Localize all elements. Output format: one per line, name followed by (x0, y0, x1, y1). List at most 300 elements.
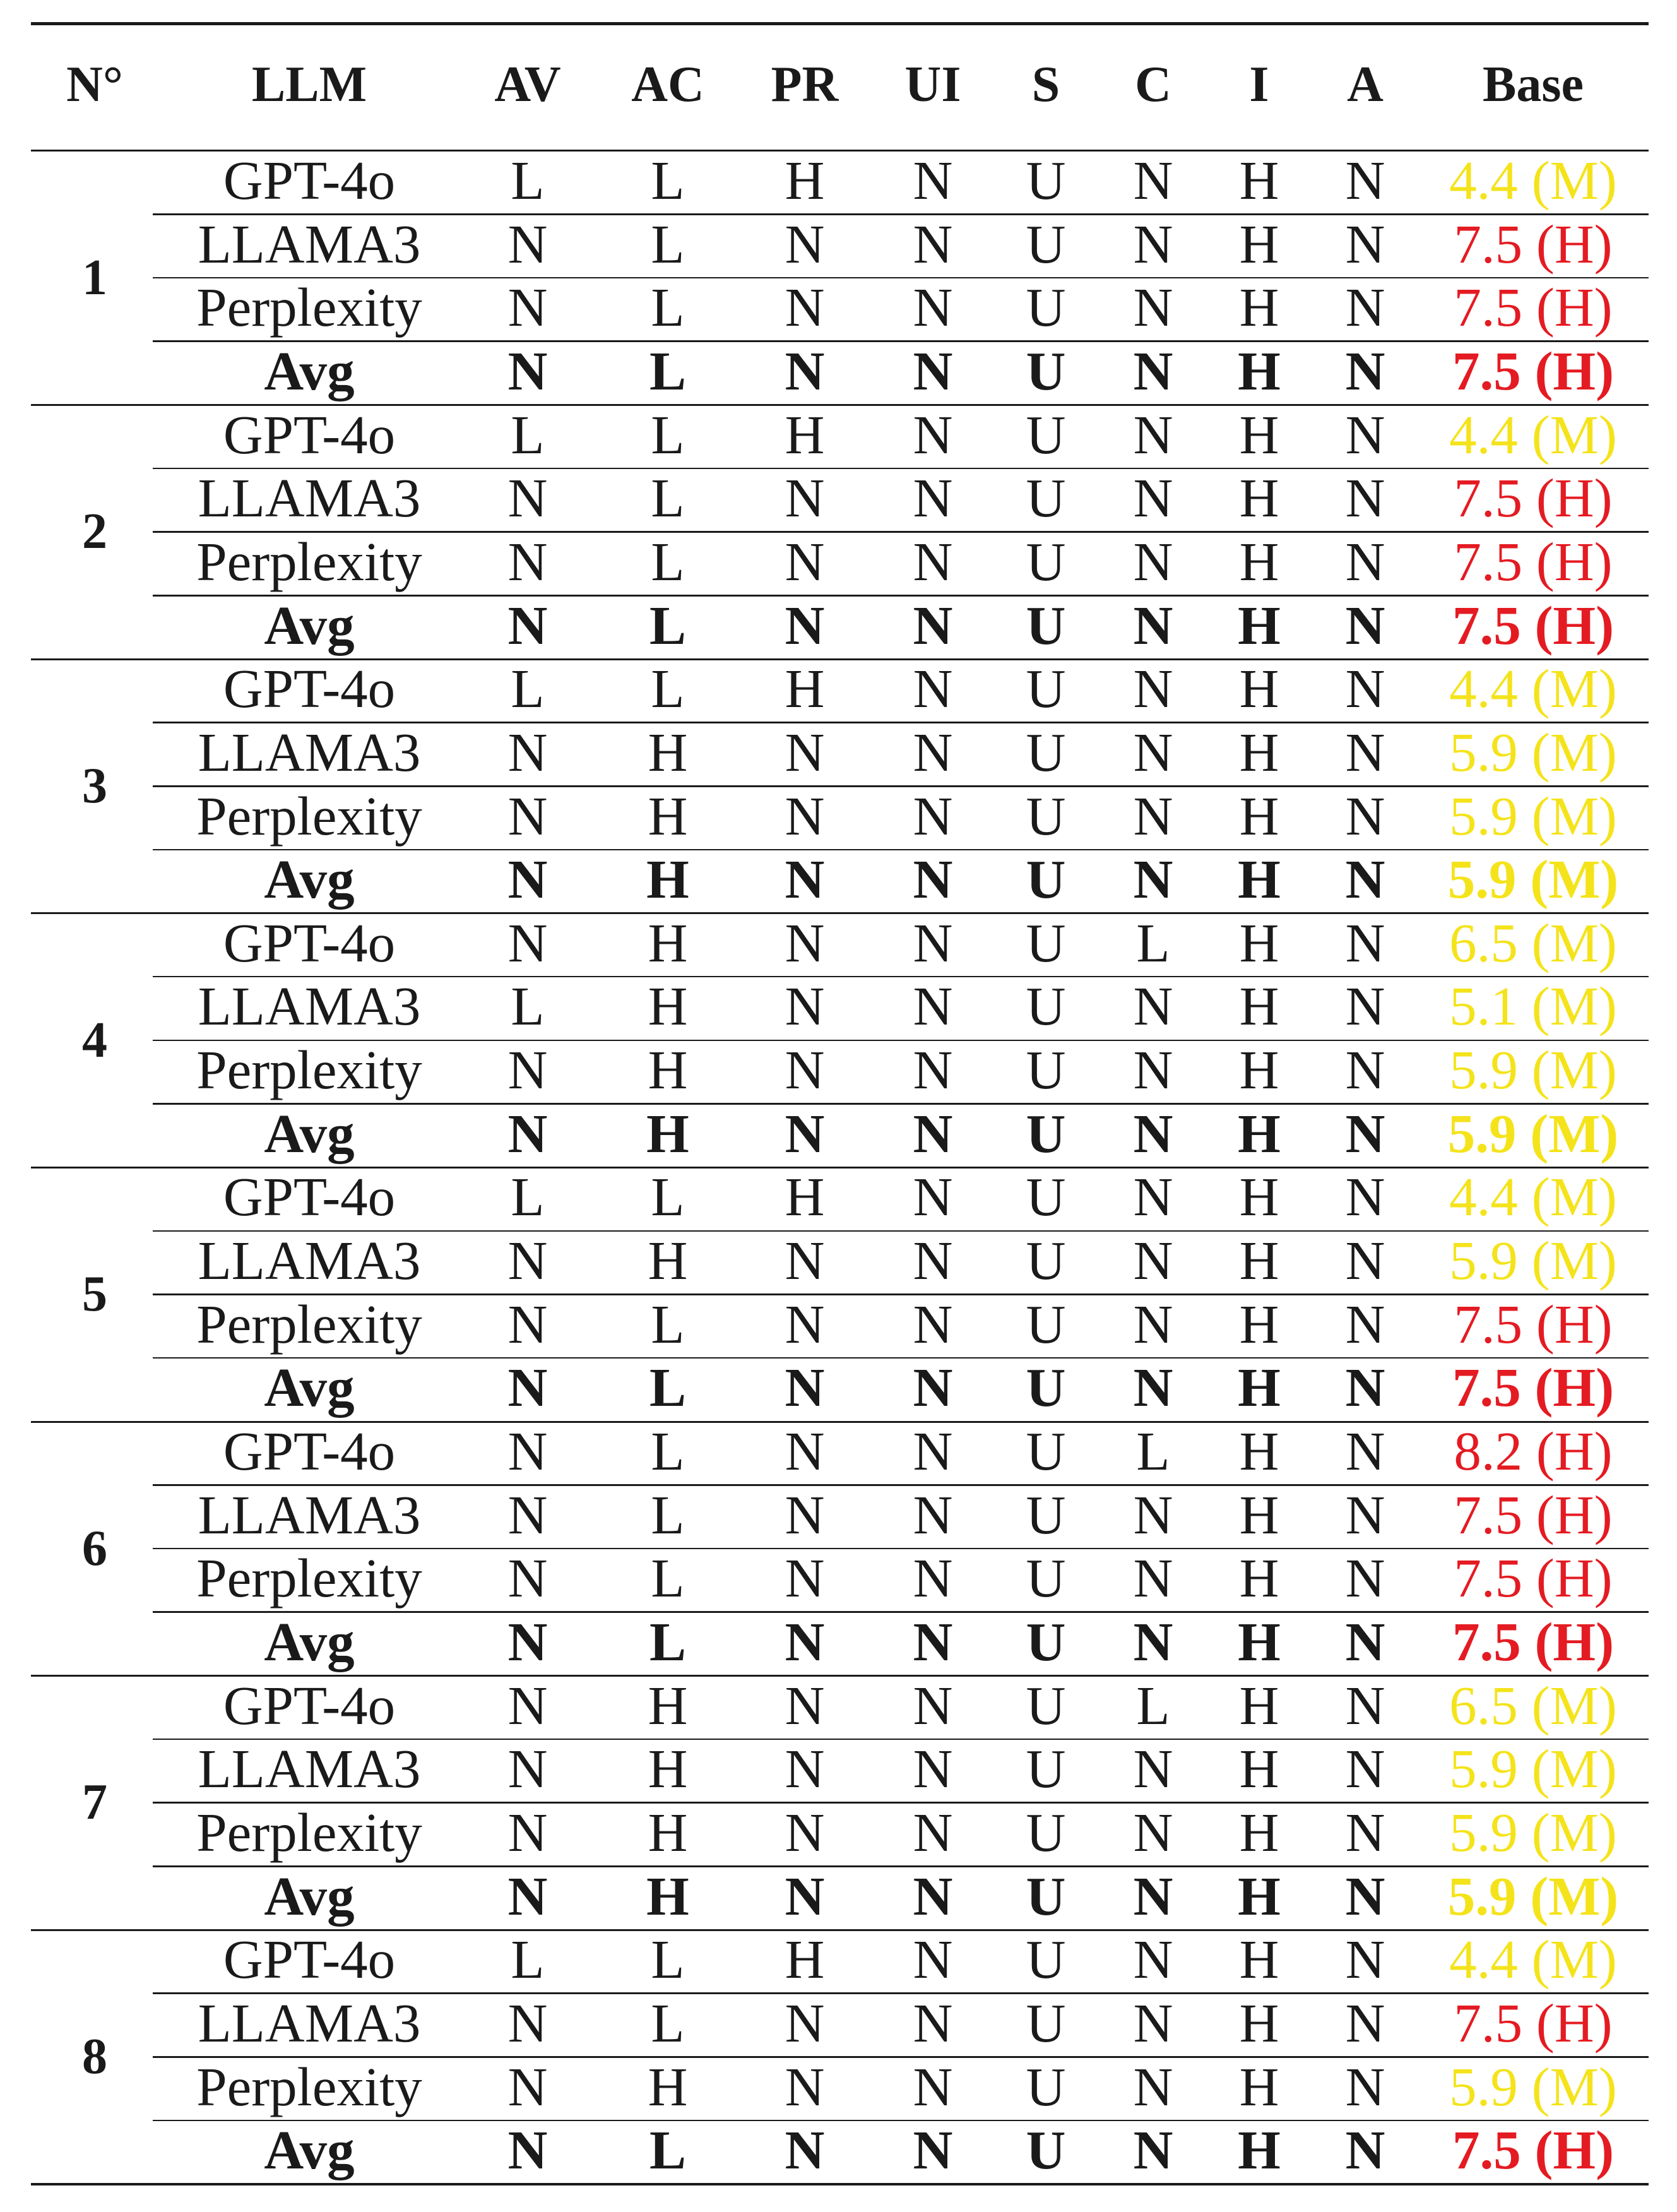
cell-base: 7.5 (H) (1454, 276, 1613, 338)
cell-s: U (1026, 1992, 1066, 2054)
table-row-average (0, 1104, 1677, 1168)
cell-base: 4.4 (M) (1449, 150, 1617, 211)
cell-c: N (1133, 530, 1173, 592)
cell-i: H (1239, 721, 1279, 783)
group-number: 1 (82, 249, 107, 306)
group-number: 6 (82, 1520, 107, 1576)
cell-llm: Avg (264, 340, 355, 401)
cell-ac: L (651, 150, 685, 211)
table-row-average (0, 342, 1677, 405)
cell-pr: N (785, 1674, 825, 1736)
cell-pr: N (785, 1230, 825, 1292)
cell-ui: N (913, 1102, 953, 1164)
cell-a: N (1345, 276, 1385, 338)
cell-c: N (1133, 1102, 1173, 1164)
cell-a: N (1345, 1420, 1385, 1482)
cell-av: N (507, 1738, 548, 1800)
cell-ui: N (913, 594, 953, 656)
cell-ac: H (646, 1865, 689, 1927)
cell-ac: H (648, 785, 688, 847)
table-row (0, 468, 1677, 532)
cell-llm: GPT-4o (223, 1674, 396, 1736)
cell-a: N (1345, 2119, 1385, 2181)
cell-pr: N (785, 1547, 825, 1609)
cell-i: H (1239, 467, 1279, 529)
cell-c: N (1133, 975, 1173, 1037)
cell-c: N (1133, 721, 1173, 783)
cell-base: 5.9 (M) (1447, 1102, 1619, 1164)
cell-av: N (507, 721, 548, 783)
table-row (0, 215, 1677, 278)
table-row (0, 1739, 1677, 1803)
cell-llm: Perplexity (196, 1801, 422, 1863)
cell-i: H (1239, 530, 1279, 592)
cell-ac: H (648, 1801, 688, 1863)
cell-ac: L (651, 1420, 685, 1482)
cell-s: U (1026, 1865, 1066, 1927)
cell-i: H (1239, 1166, 1279, 1228)
cell-llm: LLAMA3 (198, 1992, 421, 2054)
table-row-average (0, 2120, 1677, 2184)
cell-i: H (1238, 340, 1281, 401)
cell-a: N (1345, 658, 1385, 720)
cell-c: N (1133, 1039, 1173, 1101)
cell-av: N (507, 594, 548, 656)
table-row (0, 1485, 1677, 1549)
cell-llm: Perplexity (196, 276, 422, 338)
cell-base: 7.5 (H) (1454, 467, 1613, 529)
cell-ac: L (651, 403, 685, 465)
cell-s: U (1026, 1039, 1066, 1101)
cell-ui: N (913, 848, 953, 910)
table-row (0, 787, 1677, 850)
cell-base: 6.5 (M) (1449, 1674, 1617, 1736)
cell-base: 7.5 (H) (1454, 530, 1613, 592)
cell-ac: L (651, 276, 685, 338)
cell-a: N (1345, 912, 1385, 973)
cell-llm: LLAMA3 (198, 1484, 421, 1545)
cell-pr: N (785, 594, 825, 656)
group-number: 2 (82, 504, 107, 560)
table-row (0, 1930, 1677, 1994)
cell-base: 7.5 (H) (1452, 1357, 1615, 1418)
cell-c: L (1136, 1420, 1170, 1482)
cell-base: 7.5 (H) (1454, 1293, 1613, 1355)
cell-av: N (507, 785, 548, 847)
cell-ac: H (646, 1102, 689, 1164)
cell-ac: L (649, 2119, 687, 2181)
cell-pr: H (785, 1166, 825, 1228)
cell-c: N (1133, 1547, 1173, 1609)
cell-i: H (1239, 1230, 1279, 1292)
cell-c: N (1133, 276, 1173, 338)
cell-ac: L (651, 1929, 685, 1990)
cell-base: 5.9 (M) (1449, 721, 1617, 783)
cell-llm: Perplexity (196, 1547, 422, 1609)
cell-av: N (507, 1547, 548, 1609)
cell-ui: N (913, 530, 953, 592)
table-row (0, 1549, 1677, 1612)
cell-ac: L (651, 1293, 685, 1355)
cell-base: 5.1 (M) (1449, 975, 1617, 1037)
cell-ui: N (913, 2119, 953, 2181)
cell-a: N (1345, 1992, 1385, 2054)
cell-base: 5.9 (M) (1449, 2055, 1617, 2117)
cell-base: 5.9 (M) (1447, 848, 1619, 910)
cell-llm: LLAMA3 (198, 721, 421, 783)
cell-ac: L (651, 467, 685, 529)
cell-base: 8.2 (H) (1454, 1420, 1613, 1482)
cell-ac: L (649, 340, 687, 401)
cell-ac: L (651, 658, 685, 720)
cell-i: H (1238, 848, 1281, 910)
cell-av: N (507, 848, 548, 910)
table-row (0, 1295, 1677, 1359)
cell-ac: L (649, 1610, 687, 1672)
cell-llm: Avg (264, 594, 355, 656)
cell-i: H (1239, 1801, 1279, 1863)
table-row (0, 723, 1677, 787)
group-number: 3 (82, 758, 107, 814)
cell-av: N (507, 1357, 548, 1418)
cell-ui: N (913, 2055, 953, 2117)
cell-pr: N (785, 467, 825, 529)
cell-c: N (1133, 848, 1173, 910)
cell-a: N (1345, 530, 1385, 592)
cell-s: U (1026, 403, 1066, 465)
cell-pr: N (785, 1484, 825, 1545)
cell-i: H (1239, 403, 1279, 465)
cell-ui: N (913, 1357, 953, 1418)
cell-s: U (1026, 467, 1066, 529)
cell-base: 5.9 (M) (1449, 1738, 1617, 1800)
cell-s: U (1026, 1293, 1066, 1355)
cell-base: 4.4 (M) (1449, 658, 1617, 720)
cell-base: 5.9 (M) (1449, 1801, 1617, 1863)
cell-base: 7.5 (H) (1454, 213, 1613, 275)
cell-i: H (1238, 594, 1281, 656)
cell-base: 7.5 (H) (1454, 1484, 1613, 1545)
cell-i: H (1238, 1357, 1281, 1418)
table-row (0, 405, 1677, 469)
cell-s: U (1026, 1929, 1066, 1990)
cell-s: U (1026, 213, 1066, 275)
table-row-average (0, 1867, 1677, 1930)
cell-c: N (1133, 1738, 1173, 1800)
cell-c: L (1136, 912, 1170, 973)
cell-pr: N (785, 2055, 825, 2117)
cell-llm: GPT-4o (223, 912, 396, 973)
cell-c: N (1133, 1230, 1173, 1292)
table-row (0, 278, 1677, 342)
cell-i: H (1238, 2119, 1281, 2181)
cell-a: N (1345, 1166, 1385, 1228)
cell-llm: Avg (264, 1102, 355, 1164)
cell-llm: Avg (264, 1610, 355, 1672)
cell-s: U (1026, 658, 1066, 720)
cell-av: N (507, 1484, 548, 1545)
cell-llm: LLAMA3 (198, 1738, 421, 1800)
cell-llm: Avg (264, 2119, 355, 2181)
cell-i: H (1238, 1865, 1281, 1927)
cell-i: H (1239, 1484, 1279, 1545)
table-row (0, 659, 1677, 723)
group-number: 8 (82, 2028, 107, 2084)
cell-ui: N (913, 1738, 953, 1800)
cell-ac: H (648, 1230, 688, 1292)
cell-ac: L (649, 1357, 687, 1418)
cell-s: U (1026, 1610, 1066, 1672)
cell-s: U (1026, 1166, 1066, 1228)
group-number: 4 (82, 1012, 107, 1068)
cell-a: N (1345, 1929, 1385, 1990)
bottom-rule (31, 2183, 1649, 2185)
cell-a: N (1345, 785, 1385, 847)
cell-base: 7.5 (H) (1454, 1547, 1613, 1609)
cell-c: N (1133, 1293, 1173, 1355)
cell-a: N (1345, 150, 1385, 211)
cell-s: U (1026, 150, 1066, 211)
cell-pr: N (785, 2119, 825, 2181)
cell-i: H (1239, 1293, 1279, 1355)
cell-a: N (1345, 403, 1385, 465)
cell-i: H (1239, 276, 1279, 338)
cell-base: 4.4 (M) (1449, 403, 1617, 465)
cell-av: L (511, 403, 545, 465)
table-row-average (0, 1358, 1677, 1422)
cell-ui: N (913, 150, 953, 211)
cell-llm: Perplexity (196, 1293, 422, 1355)
cell-ac: H (648, 1674, 688, 1736)
top-rule (31, 22, 1649, 25)
cell-ui: N (913, 1166, 953, 1228)
cell-base: 7.5 (H) (1452, 1610, 1615, 1672)
cell-s: U (1026, 1674, 1066, 1736)
cell-pr: H (785, 403, 825, 465)
cell-pr: N (785, 1865, 825, 1927)
cell-ui: N (913, 1610, 953, 1672)
cell-c: N (1133, 1484, 1173, 1545)
cell-ui: N (913, 1865, 953, 1927)
cell-av: N (507, 1801, 548, 1863)
cell-c: N (1133, 1865, 1173, 1927)
cell-ui: N (913, 403, 953, 465)
cell-pr: N (785, 721, 825, 783)
table-row (0, 1676, 1677, 1740)
cell-llm: GPT-4o (223, 1420, 396, 1482)
header-c: C (1135, 57, 1171, 112)
cell-base: 5.9 (M) (1449, 785, 1617, 847)
cell-s: U (1026, 975, 1066, 1037)
cell-a: N (1345, 1674, 1385, 1736)
cell-s: U (1026, 276, 1066, 338)
cell-av: L (511, 1929, 545, 1990)
cell-base: 5.9 (M) (1447, 1865, 1619, 1927)
cell-a: N (1345, 1801, 1385, 1863)
group-number: 7 (82, 1775, 107, 1831)
cell-a: N (1345, 467, 1385, 529)
cell-i: H (1239, 150, 1279, 211)
table-row (0, 532, 1677, 596)
cell-llm: LLAMA3 (198, 467, 421, 529)
cell-ui: N (913, 721, 953, 783)
cell-llm: GPT-4o (223, 1166, 396, 1228)
cell-c: N (1133, 403, 1173, 465)
cell-i: H (1239, 912, 1279, 973)
cell-av: N (507, 1293, 548, 1355)
cell-pr: N (785, 276, 825, 338)
cell-i: H (1239, 1738, 1279, 1800)
cell-ac: L (651, 530, 685, 592)
cell-s: U (1026, 848, 1066, 910)
cell-ac: H (648, 1738, 688, 1800)
cell-a: N (1345, 1039, 1385, 1101)
cell-ac: H (646, 848, 689, 910)
cell-llm: Avg (264, 848, 355, 910)
cell-ac: L (651, 1547, 685, 1609)
cell-i: H (1239, 975, 1279, 1037)
cell-c: N (1133, 2119, 1173, 2181)
cell-av: N (507, 2119, 548, 2181)
cell-llm: GPT-4o (223, 1929, 396, 1990)
cell-pr: N (785, 1420, 825, 1482)
cell-a: N (1345, 848, 1385, 910)
cell-av: N (507, 1102, 548, 1164)
cell-av: L (511, 1166, 545, 1228)
cell-base: 5.9 (M) (1449, 1230, 1617, 1292)
cell-c: N (1133, 1929, 1173, 1990)
cell-c: N (1133, 658, 1173, 720)
cell-ui: N (913, 1992, 953, 2054)
cell-ac: L (651, 213, 685, 275)
cell-pr: N (785, 1738, 825, 1800)
cell-base: 5.9 (M) (1449, 1039, 1617, 1101)
cell-ui: N (913, 1420, 953, 1482)
cell-a: N (1345, 975, 1385, 1037)
cell-llm: GPT-4o (223, 658, 396, 720)
cell-c: N (1133, 1166, 1173, 1228)
cell-llm: LLAMA3 (198, 213, 421, 275)
cell-s: U (1026, 1230, 1066, 1292)
header-ac: AC (631, 57, 704, 112)
table-row (0, 151, 1677, 215)
cell-av: N (507, 467, 548, 529)
cell-av: L (511, 150, 545, 211)
cell-pr: N (785, 1357, 825, 1418)
cell-av: N (507, 340, 548, 401)
table-row (0, 1040, 1677, 1104)
cell-i: H (1239, 1674, 1279, 1736)
cell-ui: N (913, 1547, 953, 1609)
cell-ui: N (913, 1674, 953, 1736)
table-row (0, 977, 1677, 1040)
cell-llm: Perplexity (196, 2055, 422, 2117)
cell-ac: H (648, 2055, 688, 2117)
cell-llm: Avg (264, 1865, 355, 1927)
cell-av: N (507, 1420, 548, 1482)
cell-ui: N (913, 1929, 953, 1990)
cell-av: N (507, 912, 548, 973)
cell-ac: L (651, 1166, 685, 1228)
header-av: AV (494, 57, 561, 112)
cell-av: N (507, 1039, 548, 1101)
cell-i: H (1239, 658, 1279, 720)
cell-s: U (1026, 1484, 1066, 1545)
cell-av: N (507, 276, 548, 338)
cell-s: U (1026, 721, 1066, 783)
cell-c: N (1133, 213, 1173, 275)
cell-c: N (1133, 785, 1173, 847)
cell-pr: N (785, 1801, 825, 1863)
cell-s: U (1026, 912, 1066, 973)
cell-c: N (1133, 150, 1173, 211)
cell-pr: H (785, 658, 825, 720)
cell-i: H (1239, 1547, 1279, 1609)
cell-c: N (1133, 1992, 1173, 2054)
cell-s: U (1026, 1801, 1066, 1863)
cell-a: N (1345, 213, 1385, 275)
cell-s: U (1026, 1420, 1066, 1482)
cell-av: L (511, 658, 545, 720)
cell-ui: N (913, 276, 953, 338)
cell-ui: N (913, 213, 953, 275)
cell-av: N (507, 1865, 548, 1927)
cell-a: N (1345, 1357, 1385, 1418)
cell-pr: N (785, 340, 825, 401)
cell-s: U (1026, 530, 1066, 592)
cell-pr: N (785, 1102, 825, 1164)
cell-c: N (1133, 340, 1173, 401)
cell-s: U (1026, 594, 1066, 656)
cell-s: U (1026, 340, 1066, 401)
cell-av: N (507, 1610, 548, 1672)
cell-a: N (1345, 1610, 1385, 1672)
cell-base: 7.5 (H) (1454, 1992, 1613, 2054)
cell-llm: LLAMA3 (198, 975, 421, 1037)
cell-ui: N (913, 785, 953, 847)
cell-ac: L (651, 1484, 685, 1545)
cell-ui: N (913, 467, 953, 529)
cell-ui: N (913, 340, 953, 401)
table-row (0, 1803, 1677, 1867)
cell-llm: Perplexity (196, 1039, 422, 1101)
cell-i: H (1238, 1610, 1281, 1672)
cell-av: N (507, 1230, 548, 1292)
cell-s: U (1026, 1547, 1066, 1609)
cell-i: H (1239, 785, 1279, 847)
cell-ac: L (649, 594, 687, 656)
header-number: N° (66, 57, 123, 112)
cell-s: U (1026, 1102, 1066, 1164)
table-row (0, 1167, 1677, 1231)
cell-ui: N (913, 1293, 953, 1355)
cell-base: 7.5 (H) (1452, 2119, 1615, 2181)
cell-a: N (1345, 1102, 1385, 1164)
header-a: A (1347, 57, 1384, 112)
cell-ui: N (913, 975, 953, 1037)
cell-ui: N (913, 658, 953, 720)
cell-c: N (1133, 2055, 1173, 2117)
cell-a: N (1345, 1865, 1385, 1927)
cell-i: H (1239, 1039, 1279, 1101)
table-row (0, 1422, 1677, 1485)
cell-base: 6.5 (M) (1449, 912, 1617, 973)
header-pr: PR (771, 57, 839, 112)
group-number: 5 (82, 1266, 107, 1323)
cell-ui: N (913, 1230, 953, 1292)
table-row (0, 1231, 1677, 1295)
cell-llm: GPT-4o (223, 150, 396, 211)
